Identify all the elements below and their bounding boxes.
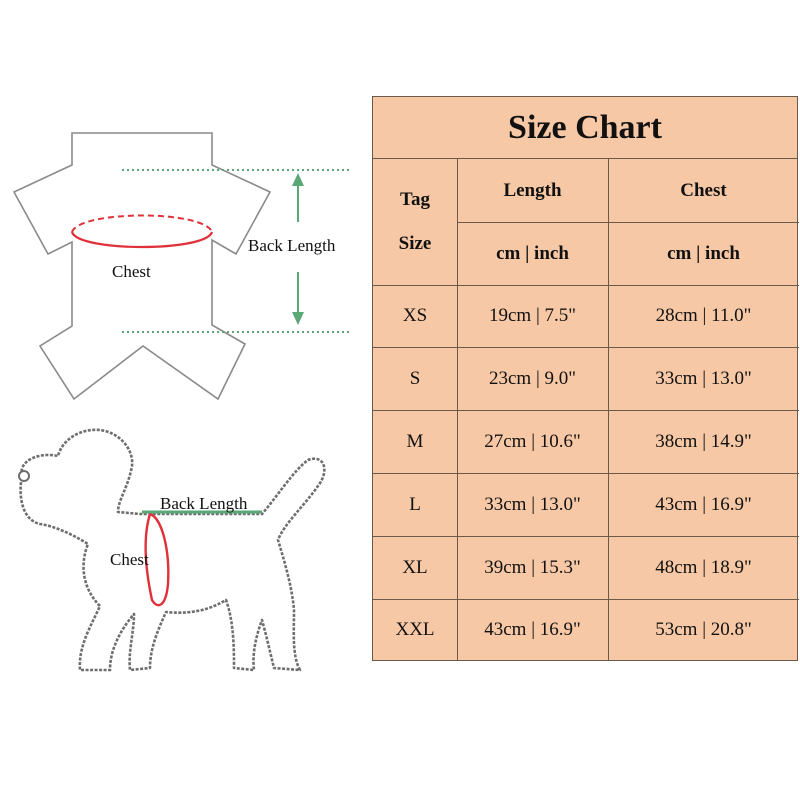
length-cell: 33cm | 13.0" [484, 493, 581, 515]
grid-line [373, 285, 799, 286]
size-chart-title: Size Chart [373, 97, 797, 159]
length-cell: 39cm | 15.3" [484, 556, 581, 578]
dog-back-length-label: Back Length [160, 494, 248, 513]
arrow-down-icon [292, 312, 304, 325]
shirt-chest-label: Chest [112, 262, 151, 281]
chest-header: Chest [680, 179, 727, 201]
grid-line [457, 222, 799, 223]
tag-header-line2: Size [398, 233, 432, 254]
length-header: Length [503, 179, 562, 201]
size-cell: S [409, 367, 421, 389]
illustration-panel [0, 0, 370, 800]
dog-silhouette-diagram [0, 400, 370, 800]
chest-cell: 53cm | 20.8" [655, 619, 752, 640]
size-cell: XS [402, 305, 428, 326]
size-cell: M [406, 430, 424, 452]
length-units-header: cm | inch [496, 242, 569, 264]
shirt-back-length-label: Back Length [248, 236, 336, 255]
dog-chest-label: Chest [110, 550, 149, 569]
size-cell: XXL [395, 619, 435, 640]
chest-cell: 38cm | 14.9" [655, 430, 752, 452]
grid-line [373, 347, 799, 348]
dog-outline [21, 430, 325, 670]
length-cell: 23cm | 9.0" [488, 367, 577, 389]
size-cell: L [409, 493, 421, 515]
length-cell: 43cm | 16.9" [484, 619, 581, 640]
length-cell: 27cm | 10.6" [484, 430, 581, 452]
dog-shirt-diagram [0, 0, 370, 410]
chest-units-header: cm | inch [667, 242, 740, 264]
grid-line [373, 536, 799, 537]
length-cell: 19cm | 7.5" [488, 305, 577, 326]
arrow-up-icon [292, 173, 304, 186]
tag-size-header [373, 159, 457, 285]
dog-nose-icon [19, 471, 29, 481]
chest-cell: 33cm | 13.0" [655, 367, 752, 389]
grid-line [373, 599, 799, 600]
chest-cell: 28cm | 11.0" [655, 305, 752, 326]
chest-cell: 48cm | 18.9" [655, 556, 752, 578]
size-cell: XL [402, 556, 428, 578]
grid-line [373, 410, 799, 411]
tag-header-line1: Tag [400, 189, 430, 210]
chest-cell: 43cm | 16.9" [655, 493, 752, 515]
grid-line [373, 473, 799, 474]
size-chart-table [372, 96, 798, 661]
